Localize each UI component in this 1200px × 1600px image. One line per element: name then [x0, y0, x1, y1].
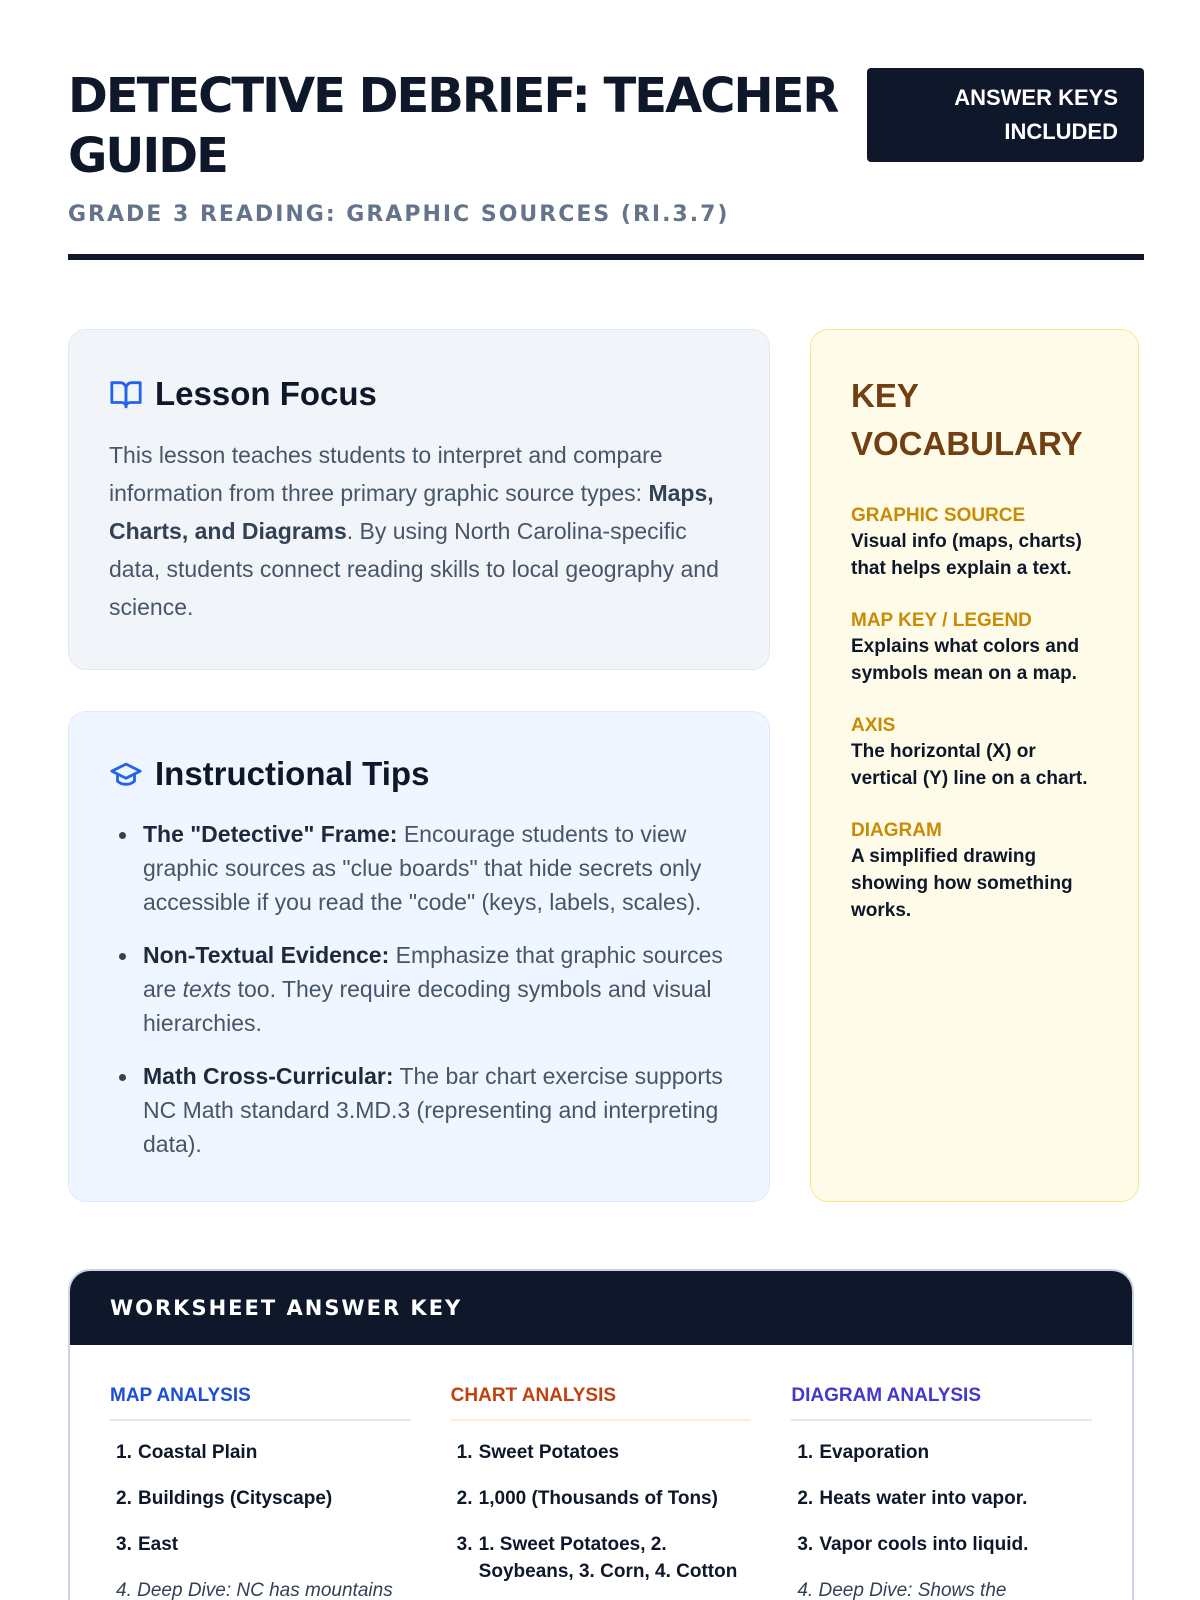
vocab-term: MAP KEY / LEGEND [851, 610, 1032, 631]
deep-dive-answer: 4. Deep Dive: NC has mountains [116, 1580, 393, 1600]
book-open-icon [109, 377, 143, 411]
answer-item: 3. Vapor cools into liquid. [797, 1534, 1029, 1555]
answer-item: 2. Heats water into vapor. [797, 1488, 1028, 1509]
lesson-focus-body: This lesson teaches students to interpret and compare information from three primary graphic source types: Maps, Charts, and Diagrams. By using North Carolina-specific data, students connect reading skills to local geography and science. [109, 442, 719, 620]
vocab-term: GRAPHIC SOURCE [851, 505, 1026, 526]
tip-item: Math Cross-Curricular: The bar chart exercise supports NC Math standard 3.MD.3 (representing and interpreting data). [109, 1059, 729, 1161]
answer-item: 3. East [116, 1534, 179, 1555]
vocab-item [851, 609, 1100, 687]
key-vocabulary-card [810, 329, 1139, 1202]
vocab-item [851, 819, 1100, 924]
answer-item: 3. 1. Sweet Potatoes, 2. Soybeans, 3. Corn, 4. Cotton [456, 1534, 738, 1582]
answer-item: 1. Evaporation [797, 1442, 930, 1463]
vocab-definition: A simplified drawing showing how something works. [851, 846, 1073, 921]
chart-analysis-title: CHART ANALYSIS [451, 1385, 752, 1421]
answer-item: 2. 1,000 (Thousands of Tons) [456, 1488, 718, 1509]
diagram-analysis-column [791, 1385, 1092, 1600]
vocab-definition: Visual info (maps, charts) that helps explain a text. [851, 531, 1082, 579]
map-analysis-title: MAP ANALYSIS [110, 1385, 411, 1421]
answer-item: 2. Buildings (Cityscape) [116, 1488, 333, 1509]
vocabulary-list [851, 504, 1100, 924]
header-divider [68, 254, 1144, 260]
page-header [68, 66, 1144, 227]
tip-item: The "Detective" Frame: Encourage students to view graphic sources as "clue boards" that hide secrets only accessible if you read the "code" (keys, labels, scales). [109, 817, 729, 919]
instructional-tips-title: Instructional Tips [155, 755, 430, 792]
vocab-item [851, 714, 1100, 792]
answer-key-title: WORKSHEET ANSWER KEY [70, 1271, 1132, 1345]
page-title: DETECTIVE DEBRIEF: TEACHER GUIDE [68, 68, 838, 184]
diagram-analysis-title: DIAGRAM ANALYSIS [791, 1385, 1092, 1421]
instructional-tips-card [68, 711, 770, 1202]
vocab-term: DIAGRAM [851, 820, 942, 841]
worksheet-answer-key [68, 1269, 1134, 1600]
map-analysis-column [110, 1385, 411, 1600]
vocab-definition: Explains what colors and symbols mean on a map. [851, 636, 1080, 684]
vocabulary-title: KEY VOCABULARY [851, 377, 1083, 462]
vocab-item [851, 504, 1100, 582]
answer-keys-badge: ANSWER KEYS INCLUDED [867, 68, 1144, 162]
chart-analysis-column [451, 1385, 752, 1600]
answer-item: 1. Coastal Plain [116, 1442, 258, 1463]
tip-item: Non-Textual Evidence: Emphasize that graphic sources are texts too. They require decoding symbols and visual hierarchies. [109, 938, 729, 1040]
graduation-cap-icon [109, 757, 143, 791]
tips-list [109, 817, 729, 1161]
vocab-term: AXIS [851, 715, 896, 736]
answer-item: 1. Sweet Potatoes [456, 1442, 620, 1463]
page-subtitle: GRADE 3 READING: GRAPHIC SOURCES (RI.3.7) [68, 202, 730, 227]
vocab-definition: The horizontal (X) or vertical (Y) line on a chart. [851, 741, 1088, 789]
lesson-focus-title: Lesson Focus [155, 375, 377, 412]
deep-dive-answer: 4. Deep Dive: Shows the [797, 1580, 1007, 1600]
lesson-focus-card [68, 329, 770, 670]
